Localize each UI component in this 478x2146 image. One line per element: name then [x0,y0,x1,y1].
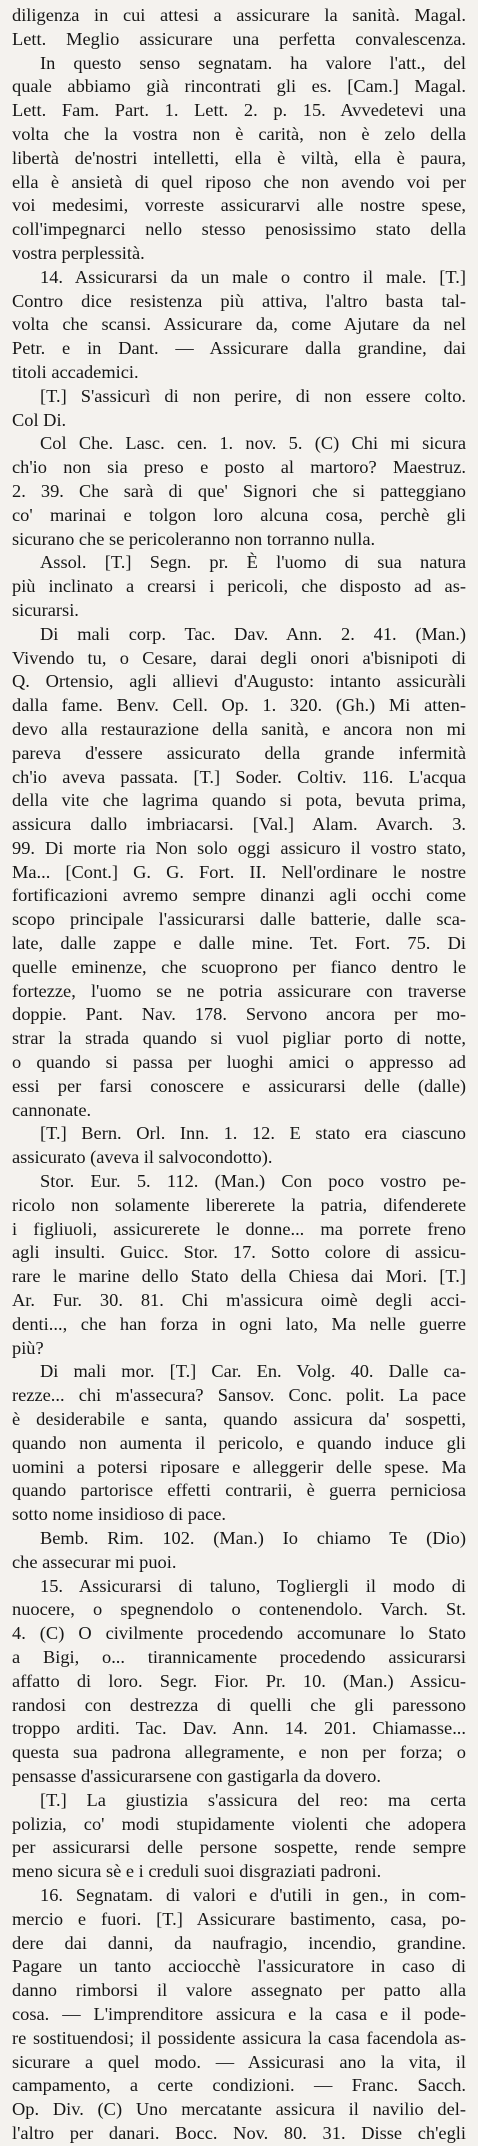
text-line: polizia, co' modi stupidamente violenti che adopera [12,1813,466,1834]
text-line: devo alla restaurazione della sanità, e ancora non mi [12,718,466,739]
text-line: fortezze, l'uomo se ne potria assicurare con traverse [12,980,466,1001]
text-line: diligenza in cui attesi a assicurare la sanità. Magal. [12,5,466,25]
text-line: sicurano che se pericoleranno non torranno nulla. [12,528,376,549]
text-line: è desiderabile e santa, quando assicura da' sospetti, [12,1409,466,1430]
text-line: Col Che. Lasc. cen. 1. nov. 5. (C) Chi mi sicura [40,433,466,454]
text-line: Pagare un tanto acciocchè l'assicuratore in caso di [12,1956,466,1977]
text-line: questa sua padrona allegramente, e non per forza; o [12,1742,466,1763]
text-line: o quando si passa per luoghi amici o appresso ad [12,1052,466,1073]
text-line: che assecurar mi puoi. [12,1551,177,1572]
text-line: 16. Segnatam. di valori e d'utili in gen., in com- [40,1884,466,1905]
text-line: volta che la vostra non è carità, non è zelo della [12,123,466,144]
text-line: 99. Di morte ria Non solo oggi assicuro il vostro stato, [12,837,466,858]
text-line: coll'impegnarci nello stesso penosissimo stato della [12,219,466,240]
text-line: dere dai danni, da naufragio, incendio, grandine. [12,1932,466,1953]
text-line: re sostituendosi; il possidente assicura la casa facendola as- [12,2027,466,2048]
text-line: quale abbiamo già rincontrati gli es. [Cam.] Magal. [12,76,466,97]
text-line: strar la strada quando si vuol pigliar porto di notte, [12,1028,466,1049]
text-line: Op. Div. (C) Uno mercatante assicura il navilio del- [12,2099,466,2120]
text-line: Petr. e in Dant. — Assicurare dalla grandine, dai [12,338,466,359]
text-line: Di mali corp. Tac. Dav. Ann. 2. 41. (Man.) [40,623,466,644]
text-line: l'altro per danari. Bocc. Nov. 80. 31. Disse ch'egli [12,2122,466,2143]
text-line: ch'io aveva passata. [T.] Soder. Coltiv. 116. L'acqua [12,766,466,787]
text-line: vostra perplessità. [12,242,145,263]
text-line: uomini a potersi riposare e alleggerir delle spese. Ma [12,1456,466,1477]
text-line: Q. Ortensio, agli allievi d'Augusto: intanto assicuràli [12,671,466,692]
text-line: sicurare a quel modo. — Assicurasi ano la vita, il [12,2051,466,2072]
text-line: fortificazioni avremo sempre dinanzi agli occhi come [12,885,466,906]
text-line: Assol. [T.] Segn. pr. È l'uomo di sua natura [40,552,466,573]
text-line: 15. Assicurarsi di taluno, Togliergli il modo di [40,1575,466,1596]
text-line: 2. 39. Che sarà di que' Signori che si patteggiano [12,480,466,501]
text-line: rezze... chi m'assecura? Sansov. Conc. polit. La pace [12,1385,466,1406]
text-line: Ar. Fur. 30. 81. Chi m'assicura oimè degli acci- [12,1290,466,1311]
text-line: sotto nome insidioso di pace. [12,1504,227,1525]
text-line: quando non aumenta il pericolo, e quando induce gli [12,1432,466,1453]
text-line: Lett. Fam. Part. 1. Lett. 2. p. 15. Avvedetevi una [12,100,466,121]
text-line: pensasse d'assicurarsene con gastigarla da dovero. [12,1765,381,1786]
text-line: randosi con destrezza di quelli che gli paressono [12,1694,466,1715]
text-line: Bemb. Rim. 102. (Man.) Io chiamo Te (Dio) [40,1528,466,1548]
text-line: quando partorisce effetti contrarii, è guerra perniciosa [12,1480,466,1501]
text-line: affatto di loro. Segr. Fior. Pr. 10. (Man.) Assicu- [12,1670,466,1691]
text-line: [T.] S'assicurì di non perire, di non essere colto. [40,385,466,406]
text-line: mercio e fuori. [T.] Assicurare bastimento, casa, po- [12,1908,466,1929]
text-line: [T.] La giustizia s'assicura del reo: ma certa [40,1789,466,1810]
text-line: denti..., che han forza in ogni lato, Ma nelle guerre [12,1313,466,1334]
text-line: scopo principale l'assicurarsi dalle batterie, dalle sca- [12,909,466,930]
text-line: Col Di. [12,409,67,430]
text-line: a Bigi, o... tirannicamente procedendo assicurarsi [12,1646,466,1667]
text-line: Vivendo tu, o Cesare, darai degli onori a'bisnipoti di [12,647,466,668]
text-line: volta che scansi. Assicurare da, come Ajutare da nel [12,314,466,335]
text-line: titoli accademici. [12,361,139,382]
text-line: cannonate. [12,1099,92,1120]
text-line: pareva d'essere assicurato della grande infermità [12,742,466,763]
text-line: danno rimborsi il valore assegnato per patto alla [12,1980,466,2001]
text-line: agli insulti. Guicc. Stor. 17. Sotto colore di assicu- [12,1242,466,1263]
text-line: campamento, a certe condizioni. — Franc. Sacch. [12,2075,466,2096]
text-line: ricolo non solamente libererete la patria, difenderete [12,1194,466,1215]
text-line: late, dalle zappe e dalle mine. Tet. Fort. 75. Di [12,933,466,954]
text-line: sicurarsi. [12,599,79,620]
text-line: rare le marine dello Stato della Chiesa dai Mori. [T.] [12,1266,466,1287]
text-line: 4. (C) O civilmente procedendo accomunare lo Stato [12,1623,466,1644]
text-line: voi medesimi, vorreste assicurarvi alle nostre spese, [12,195,466,216]
text-line: Di mali mor. [T.] Car. En. Volg. 40. Dalle ca- [40,1361,466,1382]
text-line: dalla fame. Benv. Cell. Op. 1. 320. (Gh.) Mi atten- [12,695,466,716]
text-line: Stor. Eur. 5. 112. (Man.) Con poco vostro pe- [40,1171,466,1192]
text-line: 14. Assicurarsi da un male o contro il male. [T.] [40,266,466,287]
text-line: co' marinai e tolgon loro alcuna cosa, perchè gli [12,504,466,525]
text-line: troppo arditi. Tac. Dav. Ann. 14. 201. Chiamasse... [12,1718,466,1739]
text-line: Lett. Meglio assicurare una perfetta convalescenza. [12,28,466,49]
text-line: Contro dice resistenza più attiva, l'altro basta tal- [12,290,466,311]
text-line: più? [12,1337,44,1358]
text-line: doppie. Pant. Nav. 178. Servono ancora per mo- [12,1004,466,1025]
text-line: ella è ansietà di quel riposo che non avendo voi per [12,171,466,192]
text-line: meno sicura sè e i creduli suoi disgraziati padroni. [12,1861,382,1882]
text-line: Ma... [Cont.] G. G. Fort. II. Nell'ordinare le nostre [12,861,466,882]
text-line: essi per farsi conoscere e assicurarsi delle (dalle) [12,1075,466,1096]
text-line: In questo senso segnatam. ha valore l'att., del [40,52,466,73]
text-line: [T.] Bern. Orl. Inn. 1. 12. E stato era ciascuno [40,1123,466,1144]
text-line: per assicurarsi delle persone sospette, rende sempre [12,1837,466,1858]
text-line: della vite che lagrima quando si pota, bevuta prima, [12,790,466,811]
text-line: cosa. — L'imprenditore assicura e la casa e il pode- [12,2003,466,2024]
text-line: assicurato (aveva il salvocondotto). [12,1147,273,1168]
text-column [12,4,466,2146]
text-line: più inclinato a crearsi i pericoli, che disposto ad as- [12,576,466,597]
text-line: libertà de'nostri intelletti, ella è viltà, ella è paura, [12,147,466,168]
text-line: quelle eminenze, che scuoprono per fianco dentro le [12,956,466,977]
text-line: nuocere, o spegnendolo o contenendolo. Varch. St. [12,1599,466,1620]
text-line: ch'io non sia preso e posto al martoro? Maestruz. [12,457,466,478]
text-line: i figliuoli, assicurerete le donne... ma porrete freno [12,1218,466,1239]
text-line: assicura dallo imbriacarsi. [Val.] Alam. Avarch. 3. [12,814,466,835]
